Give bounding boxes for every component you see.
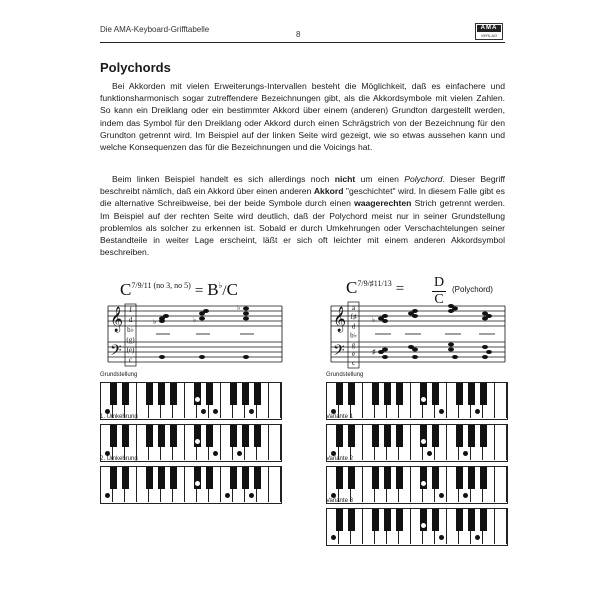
pressed-key-marker xyxy=(463,493,468,498)
pressed-key-marker xyxy=(427,451,432,456)
paragraph-2-text: Polychord xyxy=(404,174,443,184)
publisher-logo xyxy=(475,23,503,40)
black-key xyxy=(158,383,165,405)
black-key xyxy=(348,467,355,489)
black-key xyxy=(480,467,487,489)
black-key xyxy=(146,425,153,447)
black-key xyxy=(456,425,463,447)
interval-label: f♯ xyxy=(350,313,357,322)
black-key xyxy=(456,383,463,405)
paragraph-2-text: Beim linken Beispiel handelt es sich allerdings noch xyxy=(112,174,335,184)
black-key xyxy=(336,383,343,405)
left-chord-flat: ♭ xyxy=(218,281,223,290)
interval-label: f xyxy=(129,306,132,314)
page-number: 8 xyxy=(296,30,301,39)
black-key xyxy=(230,383,237,405)
keyboard-label: 2. Umkehrung xyxy=(100,456,138,462)
paragraph-2 xyxy=(100,173,505,258)
keyboard-label: Variante 2 xyxy=(326,456,353,462)
pressed-key-marker xyxy=(439,493,444,498)
black-key xyxy=(158,425,165,447)
black-key xyxy=(146,383,153,405)
pressed-key-marker xyxy=(195,397,200,402)
right-chord-equals: = xyxy=(395,281,405,297)
right-polychord-bottom: C xyxy=(434,292,444,307)
black-key xyxy=(384,425,391,447)
white-key xyxy=(269,425,281,460)
black-key xyxy=(396,509,403,531)
black-key xyxy=(206,467,213,489)
left-chord-bass: C xyxy=(226,280,238,299)
black-key xyxy=(384,383,391,405)
keyboard-diagram xyxy=(326,382,508,420)
black-key xyxy=(432,467,439,489)
black-key xyxy=(254,425,261,447)
pressed-key-marker xyxy=(439,409,444,414)
keyboard-label: Variante 1 xyxy=(326,414,353,420)
black-key xyxy=(372,383,379,405)
pressed-key-marker xyxy=(195,481,200,486)
black-key xyxy=(158,467,165,489)
black-key xyxy=(384,509,391,531)
pressed-key-marker xyxy=(213,451,218,456)
left-chord-extensions: 7/9/11 (no 3, no 5) xyxy=(131,281,191,290)
logo-top-text: AMA xyxy=(477,25,501,32)
pressed-key-marker xyxy=(225,493,230,498)
treble-clef-icon: 𝄞 xyxy=(333,307,347,332)
treble-clef-icon: 𝄞 xyxy=(110,307,124,332)
black-key xyxy=(396,467,403,489)
interval-label: d xyxy=(128,316,133,324)
white-key xyxy=(269,383,281,418)
keyboard-label: 1. Umkehrung xyxy=(100,414,138,420)
pressed-key-marker xyxy=(421,397,426,402)
black-key xyxy=(372,467,379,489)
pressed-key-marker xyxy=(331,535,336,540)
black-key xyxy=(230,467,237,489)
interval-label: c xyxy=(128,356,133,364)
black-key xyxy=(372,425,379,447)
bass-clef-icon: 𝄢 xyxy=(333,342,345,363)
paragraph-1-text: Bei Akkorden mit vielen Erweiterungs-Intervallen besteht die Möglichkeit, daß es einfachere und funktionsharmonisch sogar zutreffendere Bezeichnungen gibt, als die Akkordsymbole mit vielen Zahlen. So kann ein Dreiklang oder ein bestimmter Akkord über einem (anderen) Grundton dargestellt werden, indem das Symbol für den Dreiklang oder Akkord durch einen Schrägstrich von der Bezeichnung für den Grundton getrennt wird. Im Beispiel auf der linken Seite wird gezeigt, wie so etwas aussehen kann und welche Konsequenzen das für die Bezeichnungen und die Voicings hat. xyxy=(100,81,505,153)
pressed-key-marker xyxy=(475,535,480,540)
black-key xyxy=(432,383,439,405)
running-title: Die AMA-Keyboard-Grifftabelle xyxy=(100,25,210,34)
right-grand-staff xyxy=(323,298,508,370)
paragraph-2-text: nicht xyxy=(334,174,356,184)
svg-text:♭: ♭ xyxy=(153,319,157,326)
left-chord-root: C xyxy=(120,280,132,299)
right-polychord-top: D xyxy=(433,275,445,290)
pressed-key-marker xyxy=(249,409,254,414)
black-key xyxy=(480,509,487,531)
black-key xyxy=(242,383,249,405)
left-chord-upper: B xyxy=(207,280,219,299)
black-key xyxy=(456,509,463,531)
polychord-annotation: (Polychord) xyxy=(452,285,493,294)
svg-text:♯: ♯ xyxy=(372,349,376,356)
black-key xyxy=(468,509,475,531)
black-key xyxy=(170,383,177,405)
running-header xyxy=(100,22,505,43)
black-key xyxy=(146,467,153,489)
black-key xyxy=(206,425,213,447)
white-key xyxy=(269,467,281,502)
keyboard-label: Grundstellung xyxy=(326,372,364,378)
bass-clef-icon: 𝄢 xyxy=(110,342,122,363)
black-key xyxy=(468,467,475,489)
white-key xyxy=(495,467,507,502)
black-key xyxy=(456,467,463,489)
keyboard-diagram xyxy=(100,466,282,504)
interval-label: b♭ xyxy=(350,331,357,340)
pressed-key-marker xyxy=(105,493,110,498)
right-chord-symbol xyxy=(346,278,404,298)
interval-label: (e) xyxy=(126,346,135,354)
black-key xyxy=(170,425,177,447)
black-key xyxy=(206,383,213,405)
black-key xyxy=(468,383,475,405)
interval-label: e xyxy=(351,350,356,358)
pressed-key-marker xyxy=(421,523,426,528)
black-key xyxy=(122,467,129,489)
paragraph-2-text: waagerechten xyxy=(354,198,412,209)
black-key xyxy=(384,467,391,489)
black-key xyxy=(432,425,439,447)
svg-text:♭: ♭ xyxy=(237,305,241,312)
svg-text:♭: ♭ xyxy=(372,317,376,324)
black-key xyxy=(348,509,355,531)
black-key xyxy=(348,383,355,405)
black-key xyxy=(480,425,487,447)
pressed-key-marker xyxy=(439,535,444,540)
black-key xyxy=(242,467,249,489)
keyboard-diagram xyxy=(326,466,508,504)
pressed-key-marker xyxy=(463,451,468,456)
pressed-key-marker xyxy=(421,439,426,444)
black-key xyxy=(122,425,129,447)
paragraph-2-text: "geschichtet" wird. In diesem Falle gibt es die alternative Schreibweise, bei der beide Symbole durch einen xyxy=(100,186,505,209)
black-key xyxy=(336,425,343,447)
keyboard-label: Grundstellung xyxy=(100,372,138,378)
left-chord-equals: = xyxy=(194,283,204,299)
pressed-key-marker xyxy=(195,439,200,444)
interval-label: b♭ xyxy=(127,326,134,334)
black-key xyxy=(348,425,355,447)
pressed-key-marker xyxy=(475,409,480,414)
paragraph-2-text: . Dieser Begriff beschreibt nämlich, daß ein Akkord über einen anderen xyxy=(100,174,505,197)
paragraph-2-text: Akkord xyxy=(313,186,344,197)
keyboard-diagram xyxy=(326,424,508,462)
right-chord-extensions: 7/9/♯11/13 xyxy=(357,279,392,288)
svg-text:♭: ♭ xyxy=(193,317,197,324)
black-key xyxy=(396,425,403,447)
black-key xyxy=(396,383,403,405)
pressed-key-marker xyxy=(237,451,242,456)
black-key xyxy=(372,509,379,531)
left-chord-slash: / xyxy=(222,283,227,299)
interval-label: (g) xyxy=(126,336,135,344)
black-key xyxy=(336,509,343,531)
pressed-key-marker xyxy=(421,481,426,486)
interval-label: d xyxy=(351,322,356,331)
keyboard-label: Variante 3 xyxy=(326,498,353,504)
black-key xyxy=(336,467,343,489)
pressed-key-marker xyxy=(201,409,206,414)
interval-label: g xyxy=(351,340,356,349)
white-key xyxy=(495,425,507,460)
black-key xyxy=(480,383,487,405)
black-key xyxy=(468,425,475,447)
left-chord-symbol xyxy=(120,280,238,300)
paragraph-2-text: um einen xyxy=(355,174,405,184)
white-key xyxy=(495,383,507,418)
interval-label: c xyxy=(351,359,356,368)
logo-bottom-text: VERLAG xyxy=(480,33,498,38)
pressed-key-marker xyxy=(213,409,218,414)
black-key xyxy=(170,467,177,489)
paragraph-1 xyxy=(100,80,505,153)
pressed-key-marker xyxy=(249,493,254,498)
black-key xyxy=(242,425,249,447)
black-key xyxy=(110,467,117,489)
black-key xyxy=(432,509,439,531)
black-key xyxy=(230,425,237,447)
paragraph-2-text: Strich getrennt werden. Im Beispiel auf der rechten Seite wird deutlich, daß der Polychord meist nur in seiner Grundstellung problemlos als solcher zu erkennen ist. Sobald er durch Umkehrungen oder Verschachtelungen seiner Bestandteile in weiter Lage erscheint, läßt er sich oft leichter mit einem anderen Akkordsymbol beschreiben. xyxy=(100,198,505,258)
right-chord-root: C xyxy=(346,278,358,297)
black-key xyxy=(254,383,261,405)
keyboard-diagram xyxy=(326,508,508,546)
section-heading: Polychords xyxy=(100,60,171,75)
black-key xyxy=(254,467,261,489)
interval-label: a xyxy=(351,304,356,312)
black-key xyxy=(110,383,117,405)
left-grand-staff xyxy=(100,298,285,370)
white-key xyxy=(495,509,507,544)
black-key xyxy=(122,383,129,405)
black-key xyxy=(110,425,117,447)
